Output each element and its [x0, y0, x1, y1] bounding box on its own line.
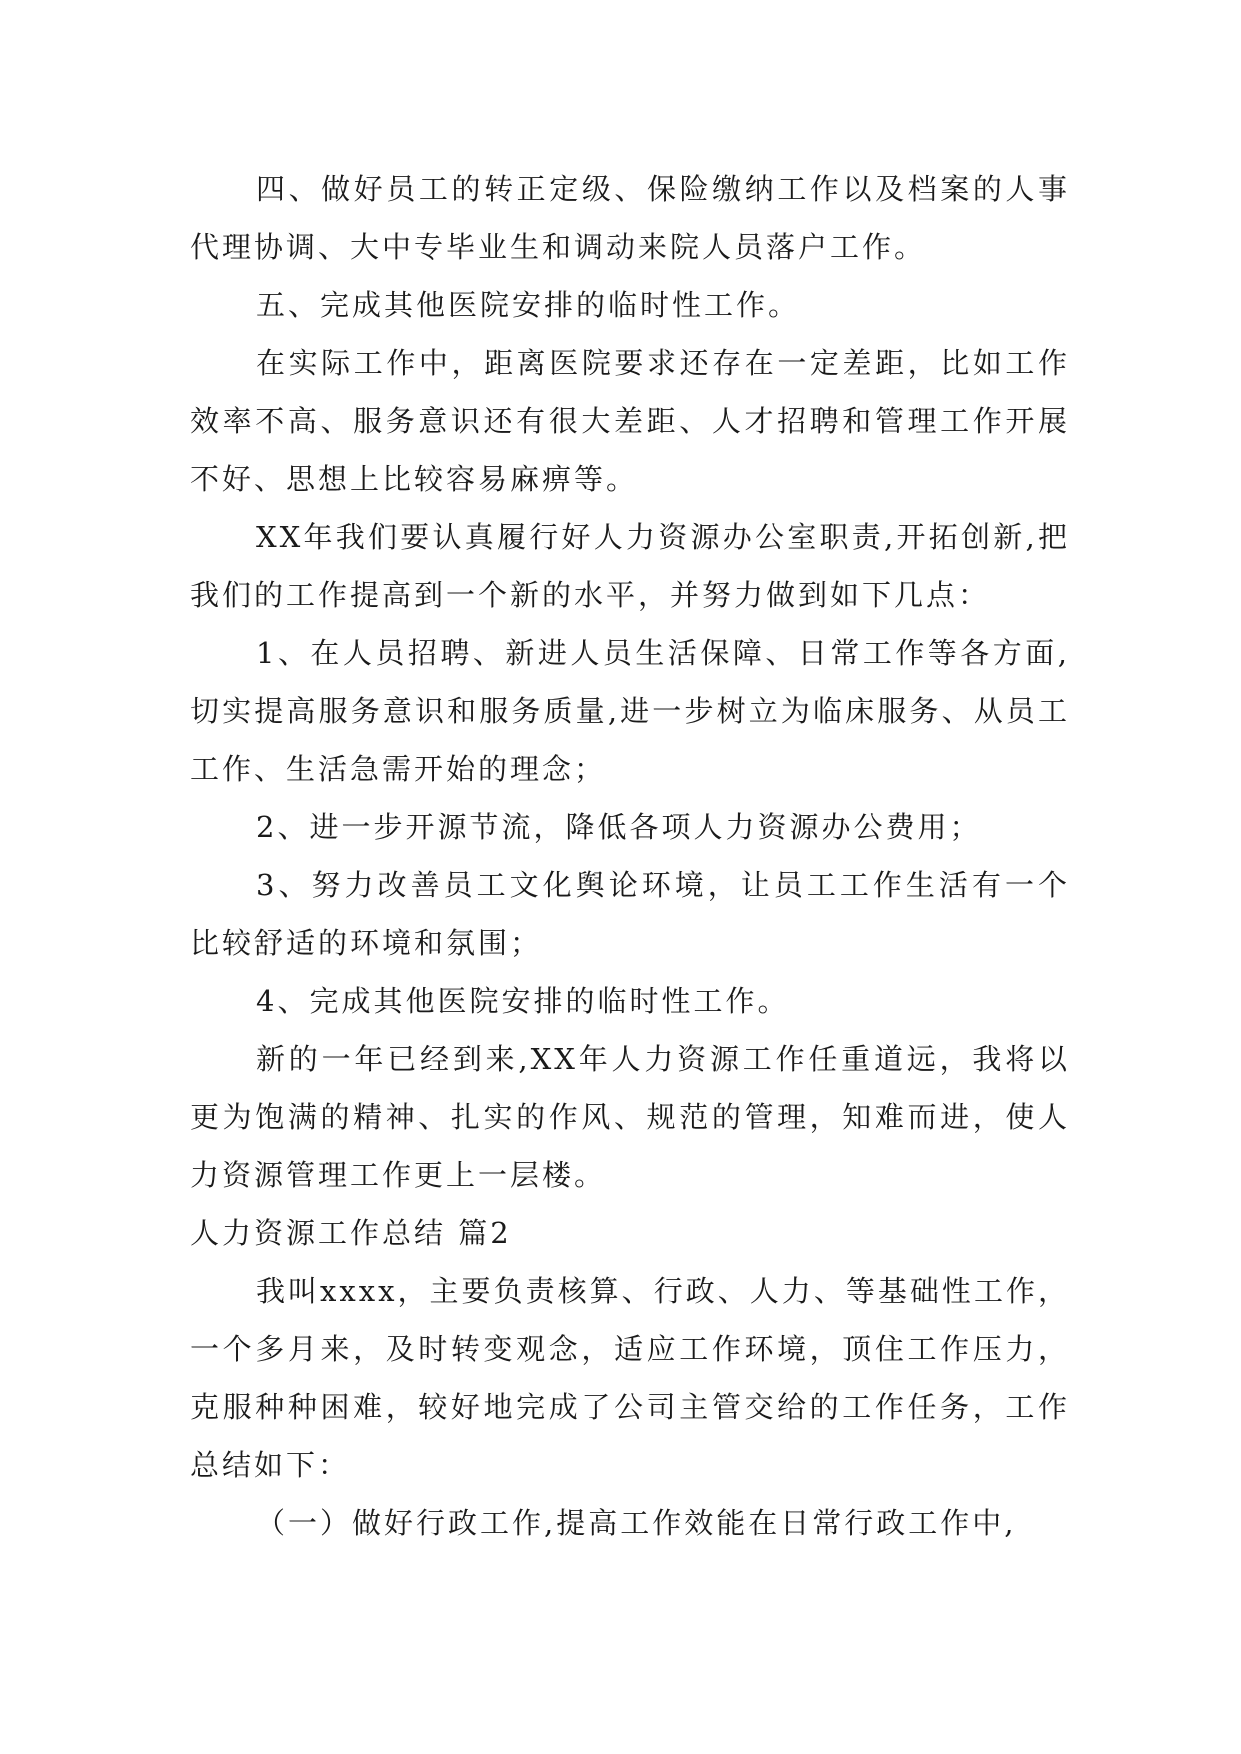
- paragraph-plan-4: 4、完成其他医院安排的临时性工作。: [256, 984, 790, 1018]
- paragraph-plan-3: 3、努力改善员工文化舆论环境，让员工工作生活有一个比较舒适的环境和氛围；: [190, 868, 1070, 960]
- paragraph-closing: 新的一年已经到来,XX年人力资源工作任重道远，我将以更为饱满的精神、扎实的作风、规范的管理，知难而进，使人力资源管理工作更上一层楼。: [190, 1042, 1070, 1192]
- paragraph-item-five: 五、完成其他医院安排的临时性工作。: [256, 288, 801, 322]
- paragraph-plan-2: 2、进一步开源节流，降低各项人力资源办公费用；: [256, 810, 982, 844]
- paragraph-item-four: 四、做好员工的转正定级、保险缴纳工作以及档案的人事代理协调、大中专毕业生和调动来院人员落户工作。: [190, 172, 1070, 264]
- paragraph-introduction: 我叫xxxx，主要负责核算、行政、人力、等基础性工作，一个多月来，及时转变观念，适应工作环境，顶住工作压力，克服种种困难，较好地完成了公司主管交给的工作任务，工作总结如下：: [190, 1274, 1070, 1482]
- paragraph-plan-intro: XX年我们要认真履行好人力资源办公室职责,开拓创新,把我们的工作提高到一个新的水平，并努力做到如下几点：: [190, 520, 1070, 612]
- section-heading: 人力资源工作总结 篇2: [190, 1216, 512, 1250]
- paragraph-plan-1: 1、在人员招聘、新进人员生活保障、日常工作等各方面,切实提高服务意识和服务质量,进一步树立为临床服务、从员工工作、生活急需开始的理念；: [190, 636, 1070, 786]
- paragraph-shortcomings: 在实际工作中，距离医院要求还存在一定差距，比如工作效率不高、服务意识还有很大差距、人才招聘和管理工作开展不好、思想上比较容易麻痹等。: [190, 346, 1070, 496]
- document-body: [190, 160, 1070, 1552]
- paragraph-admin-work: （一）做好行政工作,提高工作效能在日常行政工作中,: [256, 1506, 1017, 1540]
